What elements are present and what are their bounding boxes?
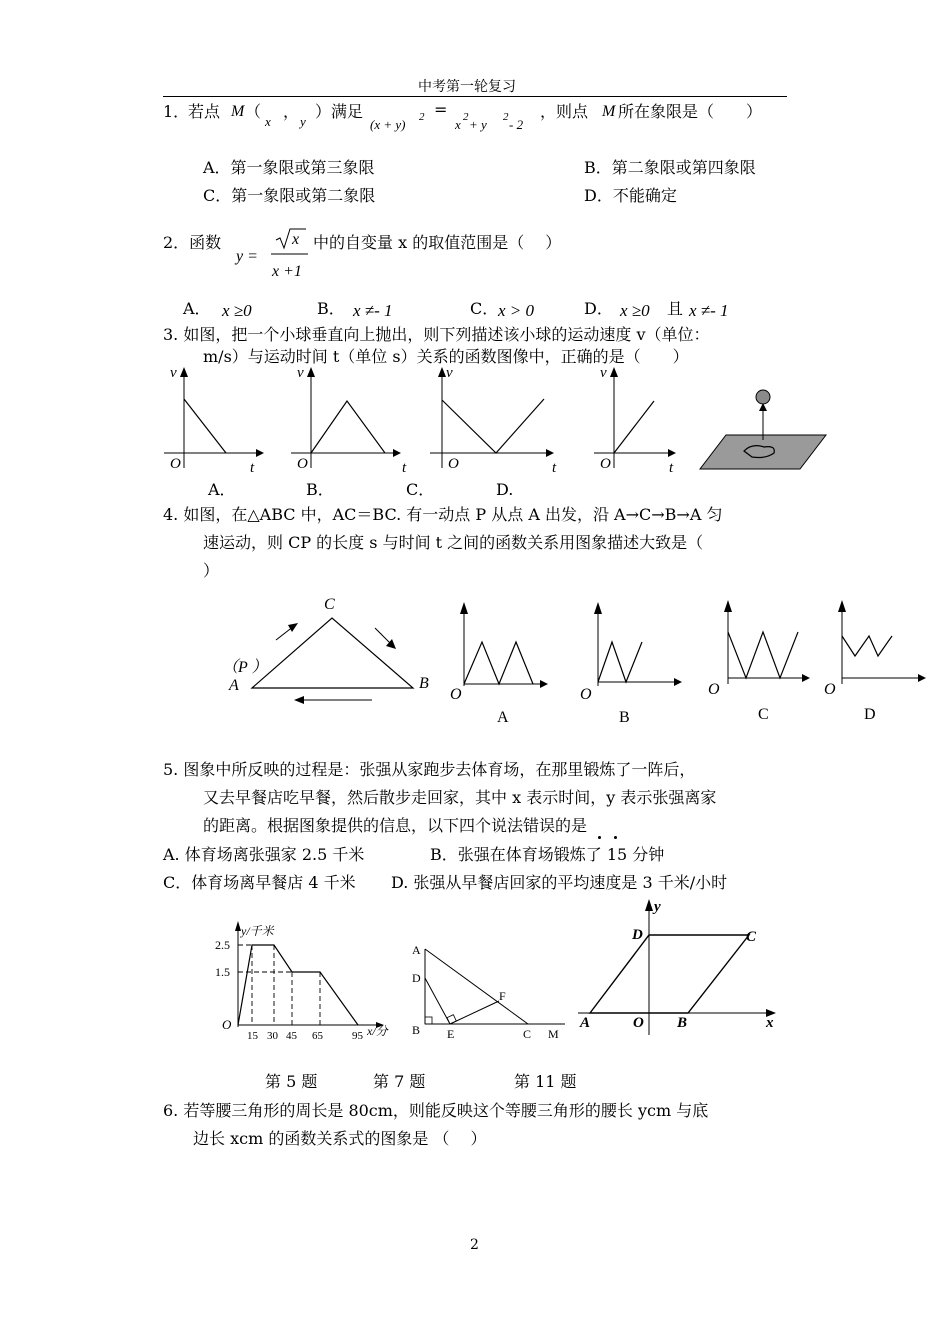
q4-graph-b [578,598,688,703]
q1-point-m-2: M [602,103,616,120]
q4-line-3: ） [203,561,220,580]
q3-label-a: A． [208,480,236,499]
q1-text-a: 若点 [188,102,221,121]
q4-line-2: 速运动，则 CP 的长度 s 与时间 t 之间的函数关系用图象描述大致是（ [203,533,704,552]
q1-text-b: ）满足 [315,102,364,121]
vertex-b: B [419,675,429,692]
vertex-c: C [324,596,335,613]
point-p: （P ） [222,659,268,676]
fig7-geometry [405,935,570,1045]
q4-graph-d [822,598,937,698]
axis-v-label: v [446,365,453,381]
arrow-icon [294,696,304,704]
q2-option-d-expr1: x ≥0 [620,301,650,320]
q1-rhs-plus-y: + y [469,117,487,132]
axis-t-label: t [250,460,255,476]
axis-t-label: t [669,460,674,476]
caption-fig-11: 第 11 题 [514,1072,577,1091]
axis-v-label: v [170,365,177,381]
arrow-icon [288,623,298,632]
q2-option-b-expr: x ≠- 1 [353,301,393,320]
origin-label: O [708,681,720,698]
origin-label: O [824,681,836,698]
fig11-point-a: A [580,1015,591,1031]
axis-t-label: t [402,460,407,476]
fig11-point-d: D [632,927,643,943]
q1-rhs-x-sup: 2 [463,111,469,123]
q1-option-a: A．第一象限或第三象限 [203,158,375,177]
header-title: 中考第一轮复习 [418,79,516,95]
q5-line-1: 5. 图象中所反映的过程是：张强从家跑步去体育场，在那里锻炼了一阵后， [163,760,696,779]
q1-var-y: y [300,114,306,129]
q6-line-2: 边长 xcm 的函数关系式的图象是 （ ） [193,1129,487,1148]
page-number: 2 [470,1237,479,1253]
emphasis-dot [598,836,601,839]
q5-option-b: B．张强在体育场锻炼了 15 分钟 [430,845,665,864]
emphasis-dot [614,836,617,839]
q2-text: 中的自变量 x 的取值范围是（ ） [313,233,562,252]
q4-label-d: D [864,706,876,723]
q3-line-2: m/s）与运动时间 t（单位 s）关系的函数图像中，正确的是（ ） [203,347,689,366]
q2-numerator: x [292,231,300,248]
q4-graph-a [448,598,558,703]
fig5-y-label: y/千米 [241,924,274,938]
q2-option-a-label: A． [183,299,211,318]
origin-label: O [580,686,592,703]
fig7-point-b: B [412,1023,421,1037]
q1-equals: = [434,100,448,119]
origin-label: O [297,456,308,472]
q1-paren-open: （ [245,102,262,121]
q5-option-c: C．体育场离早餐店 4 千米 [163,873,356,892]
q5-option-a: A. 体育场离张强家 2.5 千米 [163,845,365,864]
q3-label-b: B． [306,480,334,499]
origin-label: O [448,456,459,472]
q1-text-d: 所在象限是（ ） [618,102,763,121]
q3-graph-b [287,365,407,480]
q5-option-d: D. 张强从早餐店回家的平均速度是 3 千米/小时 [391,873,728,892]
fig11-point-c: C [746,929,757,945]
q1-lhs: (x + y) [370,117,406,132]
q6-line-1: 6. 若等腰三角形的周长是 80cm，则能反映这个等腰三角形的腰长 ycm 与底 [163,1101,709,1120]
axis-v-label: v [600,365,607,381]
fig5-distance-graph [210,915,400,1040]
q1-rhs-y-sup: 2 [503,111,509,123]
q1-rhs-end: - 2 [509,117,524,132]
fig11-parallelogram [570,895,785,1040]
q3-label-c: C． [406,480,435,499]
q5-line-2: 又去早餐店吃早餐，然后散步走回家，其中 x 表示时间，y 表示张强离家 [203,788,717,807]
q4-label-a: A [497,709,509,726]
fig5-y-tick: 2.5 [215,938,230,952]
q1-point-m: M [231,103,245,120]
caption-fig-7: 第 7 题 [373,1072,426,1091]
vertex-a: A [229,677,239,694]
fig11-y-axis: y [654,899,661,915]
q3-graph-d [592,365,682,480]
q1-lhs-sup: 2 [419,111,425,123]
q3-label-d: D. [496,480,514,499]
fig7-point-f: F [499,989,506,1003]
q2-option-d-and: 且 [667,299,684,318]
q4-graph-c [706,598,816,698]
q2-option-d-label: D． [584,299,613,318]
fig7-point-e: E [447,1027,455,1041]
q2-option-d-expr2: x ≠- 1 [689,301,729,320]
fig5-x-tick: 65 [312,1030,323,1042]
fig5-x-tick: 15 [247,1030,258,1042]
fig11-x-axis: x [766,1015,774,1031]
q3-line-1: 3. 如图，把一个小球垂直向上抛出，则下列描述该小球的运动速度 v（单位： [163,325,710,344]
axis-v-label: v [297,365,304,381]
q1-comma: ， [283,102,300,121]
fig7-point-c: C [523,1027,532,1041]
q2-option-a-expr: x ≥0 [222,301,252,320]
fig5-origin: O [222,1017,232,1032]
fig5-x-label: x/分 [367,1024,388,1038]
origin-label: O [600,456,611,472]
q1-var-x: x [265,114,271,129]
q1-option-d: D．不能确定 [584,186,677,205]
fig5-x-tick: 45 [286,1030,297,1042]
q3-graph-a [160,365,270,480]
q1-number: 1． [163,102,190,121]
origin-label: O [170,456,181,472]
q4-triangle [220,590,440,715]
fig5-x-tick: 30 [267,1030,278,1042]
fig5-y-tick: 1.5 [215,965,230,979]
fig5-x-tick: 95 [352,1030,363,1042]
q2-option-c-label: C． [470,299,499,318]
caption-fig-5: 第 5 题 [265,1072,318,1091]
q1-rhs-x: x [455,117,461,132]
axis-t-label: t [552,460,557,476]
fig11-origin: O [633,1015,644,1031]
header-rule [163,96,787,97]
origin-label: O [450,686,462,703]
q2-number: 2．函数 [163,233,222,252]
q2-y-equals: y = [236,248,258,265]
q4-label-c: C [758,706,769,723]
fig7-point-m: M [548,1027,559,1041]
q3-ball-illustration [700,385,830,475]
q1-text-c: ，则点 [540,102,589,121]
fig11-point-b: B [677,1015,688,1031]
q1-option-b: B．第二象限或第四象限 [584,158,756,177]
q3-graph-c [440,365,565,480]
q4-label-b: B [619,709,630,726]
fig7-point-d: D [412,971,421,985]
q5-line-3: 的距离。根据图象提供的信息，以下四个说法错误的是 [203,816,588,835]
q4-line-1: 4. 如图，在△ABC 中，AC＝BC. 有一动点 P 从点 A 出发，沿 A→C→B→A 匀 [163,505,723,524]
q2-option-b-label: B． [317,299,345,318]
q1-option-c: C．第一象限或第二象限 [203,186,376,205]
q2-option-c-expr: x > 0 [498,301,535,320]
fig7-point-a: A [412,943,421,957]
q2-denominator: x +1 [272,263,302,280]
